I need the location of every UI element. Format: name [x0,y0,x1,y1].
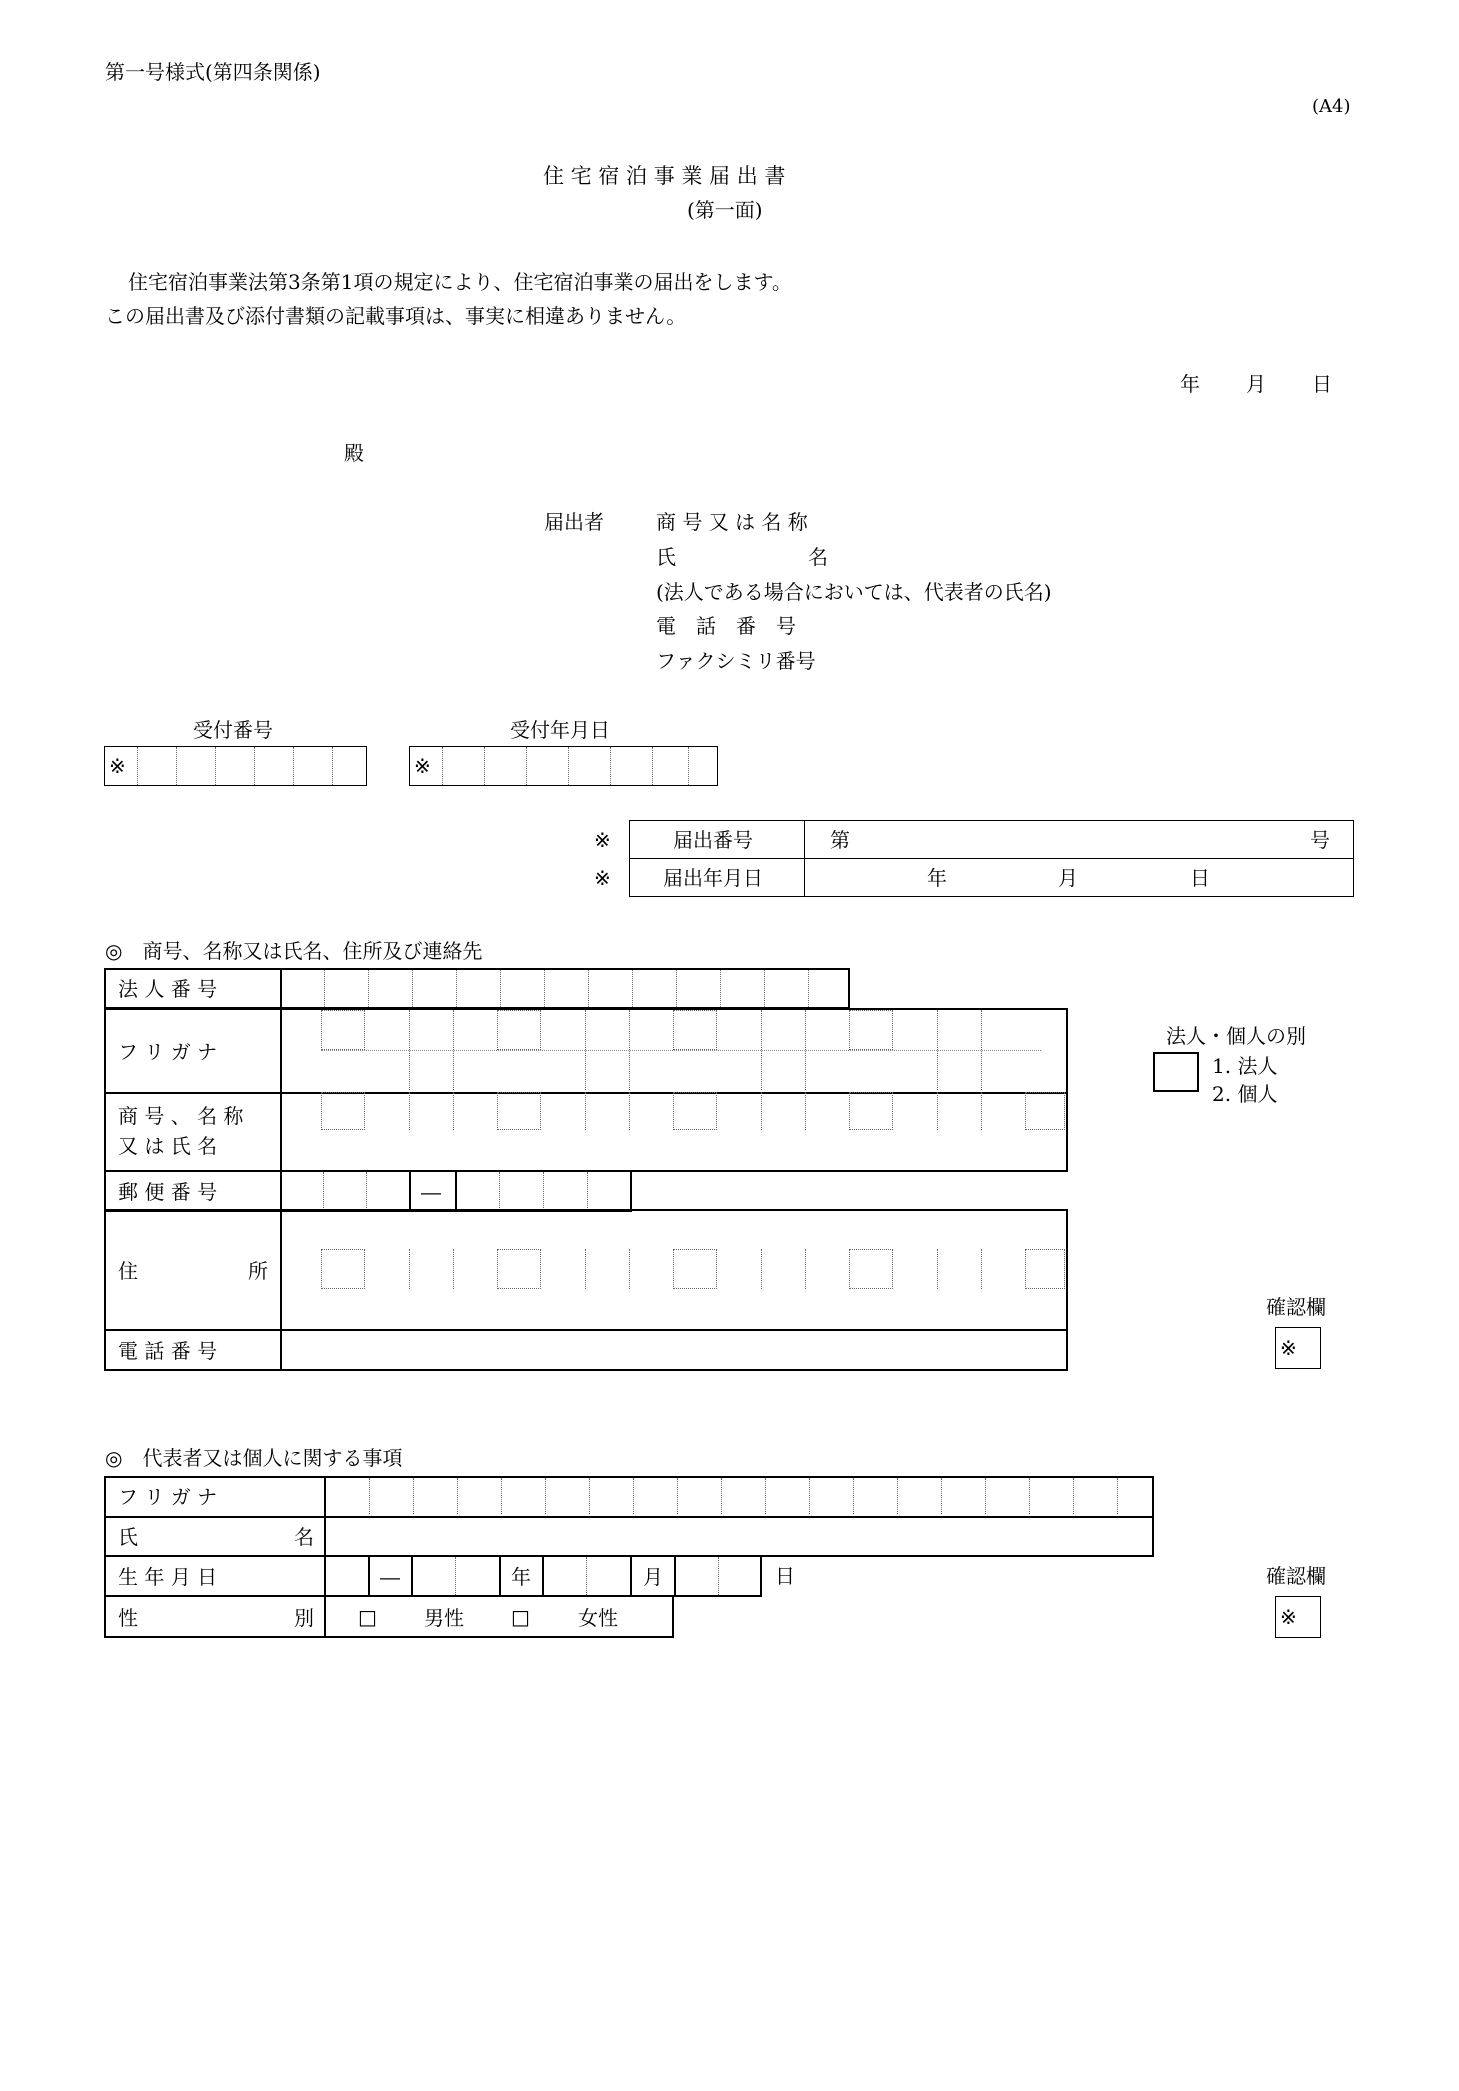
corp-number-field[interactable] [281,970,848,1007]
birth-year-unit: 年 [511,1565,531,1589]
applicant-label: 届出者 [544,510,604,534]
applicant-name-label-right: 名 [808,545,828,569]
section2-heading: ◎ 代表者又は個人に関する事項 [105,1446,403,1470]
postal-code-first-field[interactable] [281,1172,408,1210]
filing-number-mark: ※ [594,828,611,852]
postal-code-second-field[interactable] [456,1172,630,1210]
applicant-trade-name-label: 商 号 又 は 名 称 [656,510,808,534]
rep-name-field[interactable] [325,1517,1152,1553]
male-checkbox[interactable]: □ [358,1605,377,1629]
birth-day-unit: 日 [775,1564,795,1588]
receipt-date-mark: ※ [414,754,431,778]
corp-option-2: 2. 個人 [1212,1082,1278,1106]
confirm-box-1 [1275,1327,1321,1369]
confirm-label-1: 確認欄 [1266,1295,1326,1319]
section1-heading: ◎ 商号、名称又は氏名、住所及び連絡先 [105,939,483,963]
filing-date-year: 年 [927,866,947,890]
receipt-date-label: 受付年月日 [510,718,610,742]
filing-number-label: 届出番号 [673,828,753,852]
male-label: 男性 [424,1606,464,1630]
receipt-date-field[interactable] [409,746,718,786]
rep-furigana-label: フ リ ガ ナ [118,1485,218,1509]
confirm-box-2 [1275,1596,1321,1638]
receipt-number-label: 受付番号 [193,718,273,742]
furigana-field[interactable] [281,1010,1066,1090]
phone-field[interactable] [281,1330,1066,1368]
filing-date-label: 届出年月日 [663,866,763,890]
gender-row [104,1595,674,1638]
gender-label-right: 別 [294,1606,314,1630]
addressee-suffix: 殿 [344,441,364,465]
filing-table [629,820,1354,897]
confirm-mark-2: ※ [1280,1605,1297,1629]
address-field[interactable] [281,1211,1066,1327]
corp-or-individual-input[interactable] [1153,1052,1199,1092]
page-subtitle: (第一面) [687,198,763,222]
rep-name-label-left: 氏 [118,1525,138,1549]
filing-number-suffix: 号 [1310,828,1330,852]
trade-name-label-line2: 又 は 氏 名 [118,1134,218,1158]
filing-date-mark: ※ [594,866,611,890]
female-label: 女性 [578,1606,618,1630]
date-day: 日 [1312,372,1332,396]
furigana-label: フ リ ガ ナ [118,1040,218,1064]
applicant-phone-label: 電 話 番 号 [656,614,796,638]
phone-label: 電 話 番 号 [118,1339,218,1363]
receipt-number-field[interactable] [104,746,367,786]
birth-year-field[interactable] [412,1557,496,1595]
applicant-representative-note: (法人である場合においては、代表者の氏名) [656,580,1052,604]
applicant-fax-label: ファクシミリ番号 [656,649,816,673]
birth-month-unit: 月 [643,1565,663,1589]
page-title: 住 宅 宿 泊 事 業 届 出 書 [543,164,786,188]
corp-or-individual-label: 法人・個人の別 [1166,1024,1306,1048]
applicant-name-label-left: 氏 [656,545,676,569]
birth-dash: ― [380,1565,400,1589]
receipt-number-mark: ※ [109,754,126,778]
address-label-right: 所 [248,1259,268,1283]
postal-dash: ― [421,1180,441,1204]
trade-name-field[interactable] [281,1092,1066,1170]
paper-size: (A4) [1312,96,1351,117]
trade-name-label-line1: 商 号 、 名 称 [118,1104,244,1128]
female-checkbox[interactable]: □ [511,1605,530,1629]
date-year: 年 [1180,372,1200,396]
birth-label: 生 年 月 日 [118,1565,218,1589]
gender-label-left: 性 [118,1606,138,1630]
filing-number-prefix: 第 [830,828,850,852]
address-label-left: 住 [118,1259,138,1283]
confirm-mark-1: ※ [1280,1336,1297,1360]
form-number: 第一号様式(第四条関係) [105,60,321,84]
corp-number-label: 法 人 番 号 [118,977,218,1001]
corp-option-1: 1. 法人 [1212,1054,1278,1078]
filing-date-day: 日 [1190,866,1210,890]
confirm-label-2: 確認欄 [1266,1564,1326,1588]
rep-name-label-right: 名 [294,1525,314,1549]
filing-date-month: 月 [1058,866,1078,890]
birth-month-field[interactable] [543,1557,627,1595]
birth-day-field[interactable] [675,1557,760,1595]
intro-line-2: この届出書及び添付書類の記載事項は、事実に相違ありません。 [105,304,687,328]
date-month: 月 [1246,372,1266,396]
intro-line-1: 住宅宿泊事業法第3条第1項の規定により、住宅宿泊事業の届出をします。 [128,270,792,294]
birth-era-field[interactable] [325,1557,365,1595]
rep-furigana-field[interactable] [325,1478,1152,1514]
postal-label: 郵 便 番 号 [118,1180,218,1204]
